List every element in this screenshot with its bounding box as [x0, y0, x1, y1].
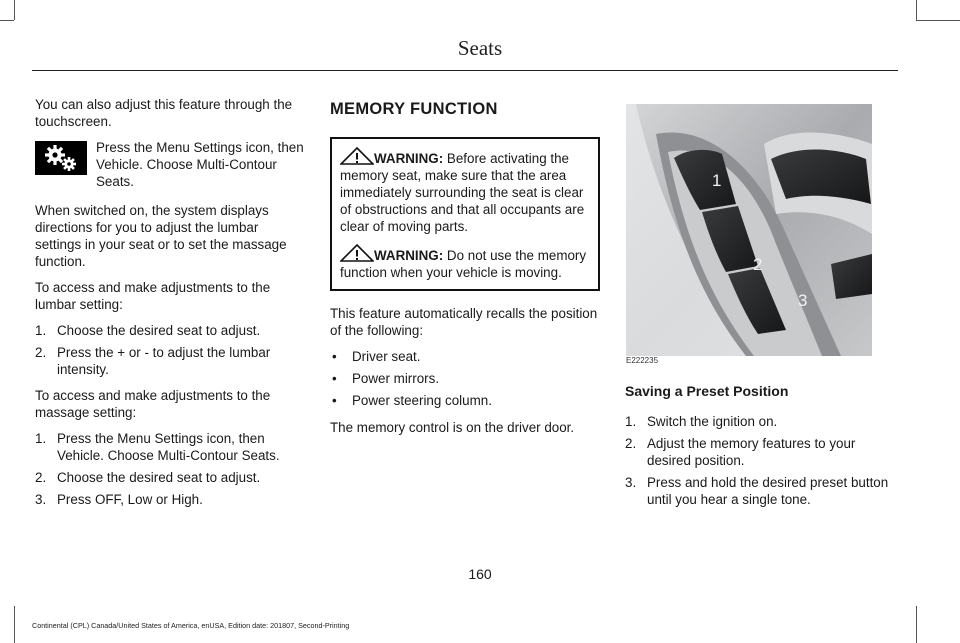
left-column: [35, 96, 307, 517]
body-text: To access and make adjustments to the massage setting:: [35, 388, 271, 420]
list-number: 3.: [625, 475, 637, 490]
settings-instruction-text: Press the Menu Settings icon, then Vehicle. Choose Multi-Contour Seats.: [96, 140, 304, 189]
list-number: 2.: [625, 436, 637, 451]
lumbar-steps-list: [35, 322, 307, 378]
footer-text: Continental (CPL) Canada/United States of America, enUSA, Edition date: 201807, Second-Printing: [32, 621, 350, 630]
memory-items-list: [330, 348, 600, 409]
list-number: 2.: [35, 470, 47, 485]
crop-mark: [14, 606, 15, 643]
warning-triangle-icon: [340, 147, 374, 165]
list-item: [35, 469, 307, 486]
middle-column: [330, 99, 600, 445]
list-text: Switch the ignition on.: [647, 414, 778, 429]
subsection-title: Saving a Preset Position: [625, 383, 789, 399]
crop-mark: [0, 20, 14, 21]
list-item: [35, 322, 307, 339]
list-text: Press the Menu Settings icon, then Vehicle. Choose Multi-Contour Seats.: [57, 431, 280, 463]
list-item: [35, 344, 307, 378]
list-number: 1.: [35, 431, 47, 446]
warning-message: [340, 147, 590, 235]
memory-button-2: 2: [753, 255, 763, 274]
warning-box: [330, 137, 600, 291]
list-item: [625, 435, 900, 469]
page-header-title: Seats: [457, 36, 503, 60]
list-text: Press the + or - to adjust the lumbar intensity.: [57, 345, 271, 377]
body-text: The memory control is on the driver door.: [330, 420, 575, 435]
list-item: [330, 392, 600, 409]
list-item: [35, 430, 307, 464]
crop-mark: [916, 0, 917, 20]
list-number: 1.: [625, 414, 637, 429]
list-text: Power mirrors.: [352, 371, 440, 386]
warning-triangle-icon: [340, 244, 374, 262]
list-number: 2.: [35, 345, 47, 360]
bullet: •: [332, 349, 337, 364]
list-item: [330, 370, 600, 387]
body-text: To access and make adjustments to the lumbar setting:: [35, 280, 271, 312]
bullet: •: [332, 393, 337, 408]
list-text: Adjust the memory features to your desired position.: [647, 436, 856, 468]
list-number: 3.: [35, 492, 47, 507]
preset-steps-list: [625, 413, 900, 508]
memory-buttons-photo: [626, 104, 872, 356]
intro-text: You can also adjust this feature through the touchscreen.: [35, 97, 293, 129]
warning-label: WARNING:: [374, 151, 444, 166]
list-item: [330, 348, 600, 365]
crop-mark: [14, 0, 15, 20]
massage-steps-list: [35, 430, 307, 508]
list-text: Driver seat.: [352, 349, 421, 364]
list-item: [625, 474, 900, 508]
section-title: MEMORY FUNCTION: [330, 100, 498, 118]
bullet: •: [332, 371, 337, 386]
list-text: Press OFF, Low or High.: [57, 492, 203, 507]
list-text: Choose the desired seat to adjust.: [57, 470, 261, 485]
warning-label: WARNING:: [374, 248, 444, 263]
list-item: [35, 491, 307, 508]
memory-button-1: 1: [712, 171, 722, 190]
header-divider: [32, 70, 898, 71]
page-number: 160: [468, 566, 492, 582]
warning-message: [340, 244, 590, 281]
list-text: Press and hold the desired preset button until you hear a single tone.: [647, 475, 889, 507]
body-text: This feature automatically recalls the position of the following:: [330, 306, 598, 338]
warning-text: Do not use the memory function when your vehicle is moving.: [340, 248, 587, 280]
right-column: [625, 383, 900, 517]
list-item: [625, 413, 900, 430]
list-text: Choose the desired seat to adjust.: [57, 323, 261, 338]
body-text: When switched on, the system displays directions for you to adjust the lumbar settings in your seat or to set the massage function.: [35, 203, 287, 269]
image-code: E222235: [626, 356, 659, 365]
memory-button-3: 3: [798, 291, 808, 310]
crop-mark: [916, 20, 960, 21]
crop-mark: [916, 606, 917, 643]
settings-gears-icon: [35, 141, 87, 175]
warning-text: Before activating the memory seat, make sure that the area immediately surrounding the seat is clear of obstructions and that all occupants are clear of moving parts.: [340, 151, 585, 234]
list-number: 1.: [35, 323, 47, 338]
list-text: Power steering column.: [352, 393, 492, 408]
settings-instruction: [35, 139, 307, 190]
